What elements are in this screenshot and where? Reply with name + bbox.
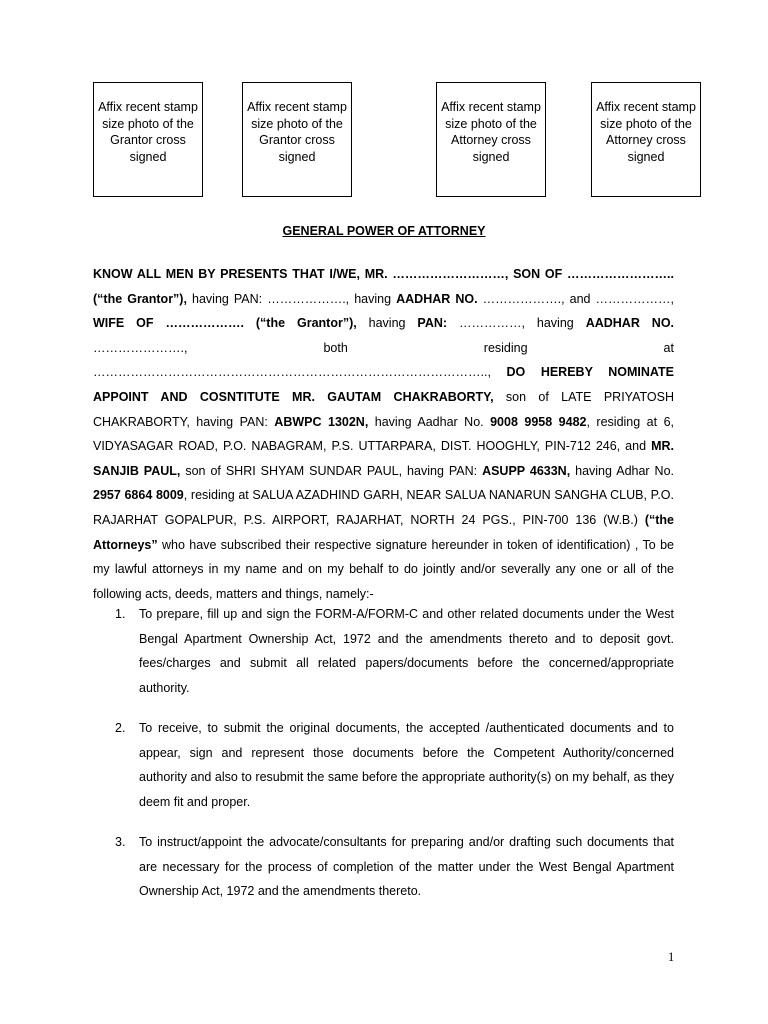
document-title: GENERAL POWER OF ATTORNEY — [282, 224, 486, 238]
grantor-photo-box-1: Affix recent stamp size photo of the Grantor cross signed — [93, 82, 203, 197]
list-item — [93, 716, 674, 814]
intro-text-12: son of LATE PRIYATOSH CHAKRABORTY, having PAN: — [93, 389, 674, 429]
intro-text-8: ……………, having — [447, 316, 586, 331]
intro-bold-17: MR. SANJIB PAUL, — [93, 439, 674, 478]
list-item-number: 2. — [115, 721, 126, 735]
intro-bold-5: WIFE OF ………………. (“the Grantor”), — [93, 316, 357, 331]
intro-bold-23: (“the Attorneys” — [93, 512, 674, 552]
list-item — [93, 602, 674, 700]
attorney-photo-box-2: Affix recent stamp size photo of the Attorney cross signed — [591, 82, 701, 197]
list-item — [93, 830, 674, 904]
intro-text-20: having Adhar No. — [570, 463, 675, 478]
list-item-number: 1. — [115, 607, 126, 621]
list-item-text: To instruct/appoint the advocate/consultants for preparing and/or drafting such documents that are necessary for the process of completion of the matter under the West Bengal Apartment Ownership Act, 1972 and the amendments thereto. — [139, 835, 674, 899]
intro-bold-19: ASUPP 4633N, — [482, 463, 571, 478]
intro-text-16: , residing at 6, VIDYASAGAR ROAD, P.O. NABAGRAM, P.S. UTTARPARA, DIST. HOOGHLY, PIN-712 246, and — [93, 414, 675, 454]
intro-text-2: having PAN: ………………., having — [186, 291, 397, 306]
intro-text-6: having — [356, 316, 418, 331]
intro-bold-15: 9008 9958 9482 — [490, 414, 587, 429]
intro-text-18: son of SHRI SHYAM SUNDAR PAUL, having PAN: — [180, 463, 483, 478]
intro-bold-1: KNOW ALL MEN BY PRESENTS THAT I/WE, MR. ………………………, SON OF …………………….. (“the Grantor”), — [93, 267, 674, 306]
list-item-text: To receive, to submit the original documents, the accepted /authenticated documents and to appear, sign and represent those documents before the Competent Authority/concerned authority and also to resubmit the same before the appropriate authority(s) on my behalf, as they deem fit and proper. — [139, 721, 674, 809]
intro-text-24: who have subscribed their respective signature hereunder in token of identification) , To be my lawful attorneys in my name and on my behalf to do jointly and/or severally any one or all of the following acts, deeds, matters and things, namely:- — [93, 537, 674, 601]
attorney-photo-box-1: Affix recent stamp size photo of the Attorney cross signed — [436, 82, 546, 197]
intro-bold-11: DO HEREBY NOMINATE APPOINT AND COSNTITUTE MR. GAUTAM CHAKRABORTY, — [93, 365, 674, 404]
intro-bold-7: PAN: — [417, 316, 448, 331]
intro-text-10: …………………., both residing at ………………………………………………………………………………….., — [93, 340, 674, 380]
intro-bold-13: ABWPC 1302N, — [274, 414, 369, 429]
intro-text-4: ………………., and ………………, — [477, 291, 675, 306]
grantor-photo-box-2: Affix recent stamp size photo of the Grantor cross signed — [242, 82, 352, 197]
intro-text-22: , residing at SALUA AZADHIND GARH, NEAR SALUA NANARUN SANGHA CLUB, P.O. RAJARHAT GOPALPUR, P.S. AIRPORT, RAJARHAT, NORTH 24 PGS., PIN-700 136 (W.B.) — [93, 488, 674, 527]
intro-bold-9: AADHAR NO. — [585, 316, 675, 331]
list-item-text: To prepare, fill up and sign the FORM-A/FORM-C and other related documents under the West Bengal Apartment Ownership Act, 1972 and the amendments thereto and to deposit govt. fees/charges and submit all related papers/documents before the concerned/appropriate authority. — [139, 607, 674, 695]
intro-bold-21: 2957 6864 8009 — [93, 488, 184, 503]
intro-bold-3: AADHAR NO. — [396, 291, 478, 306]
intro-text-14: having Aadhar No. — [368, 414, 491, 429]
list-item-number: 3. — [115, 835, 126, 849]
intro-paragraph — [93, 262, 674, 606]
page-number: 1 — [668, 950, 675, 964]
